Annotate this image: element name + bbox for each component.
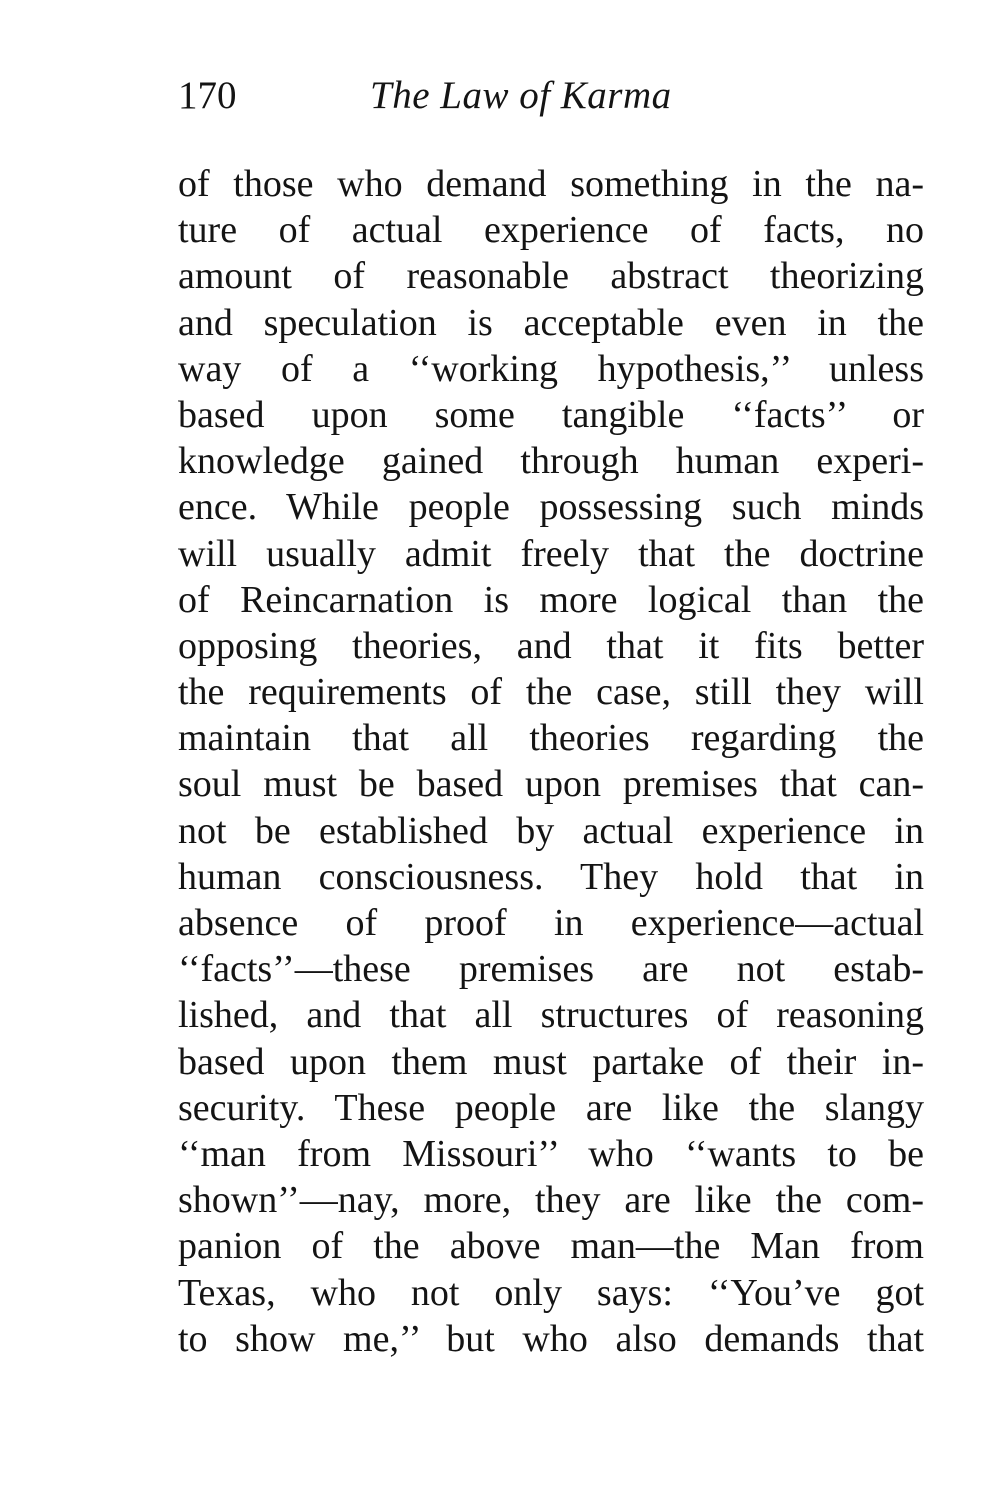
page-number: 170 <box>178 74 237 117</box>
text-line: not be established by actual experience in <box>178 809 924 852</box>
text-line: security. These people are like the slangy <box>178 1086 924 1129</box>
text-line: Texas, who not only says: ‘‘You’ve got <box>178 1271 924 1314</box>
text-line: ‘‘facts’’—these premises are not estab- <box>178 948 924 991</box>
text-line: will usually admit freely that the doctrine <box>178 532 924 575</box>
text-line: panion of the above man—the Man from <box>178 1225 924 1268</box>
text-line: based upon some tangible ‘‘facts’’ or <box>178 393 924 436</box>
text-line: of Reincarnation is more logical than the <box>178 578 924 621</box>
text-line: shown’’—nay, more, they are like the com- <box>178 1179 924 1222</box>
text-line: ‘‘man from Missouri’’ who ‘‘wants to be <box>178 1132 924 1175</box>
text-line: way of a ‘‘working hypothesis,’’ unless <box>178 347 924 390</box>
text-line: ence. While people possessing such minds <box>178 486 924 529</box>
running-title: The Law of Karma <box>370 74 672 117</box>
text-line: soul must be based upon premises that can- <box>178 763 924 806</box>
text-line: of those who demand something in the na- <box>178 163 924 205</box>
text-line: and speculation is acceptable even in the <box>178 301 924 344</box>
page-header <box>178 68 924 124</box>
text-line: based upon them must partake of their in- <box>178 1040 924 1083</box>
text-line: absence of proof in experience—actual <box>178 902 924 944</box>
text-line: to show me,’’ but who also demands that <box>178 1317 924 1360</box>
body-text <box>178 161 924 1362</box>
text-line: knowledge gained through human experi- <box>178 440 924 483</box>
text-line: amount of reasonable abstract theorizing <box>178 255 924 298</box>
text-line: opposing theories, and that it fits better <box>178 624 924 667</box>
text-line: lished, and that all structures of reasoning <box>178 994 924 1037</box>
text-line: ture of actual experience of facts, no <box>178 209 924 252</box>
text-line: the requirements of the case, still they will <box>178 671 924 714</box>
text-line: maintain that all theories regarding the <box>178 717 924 760</box>
text-line: human consciousness. They hold that in <box>178 855 924 898</box>
